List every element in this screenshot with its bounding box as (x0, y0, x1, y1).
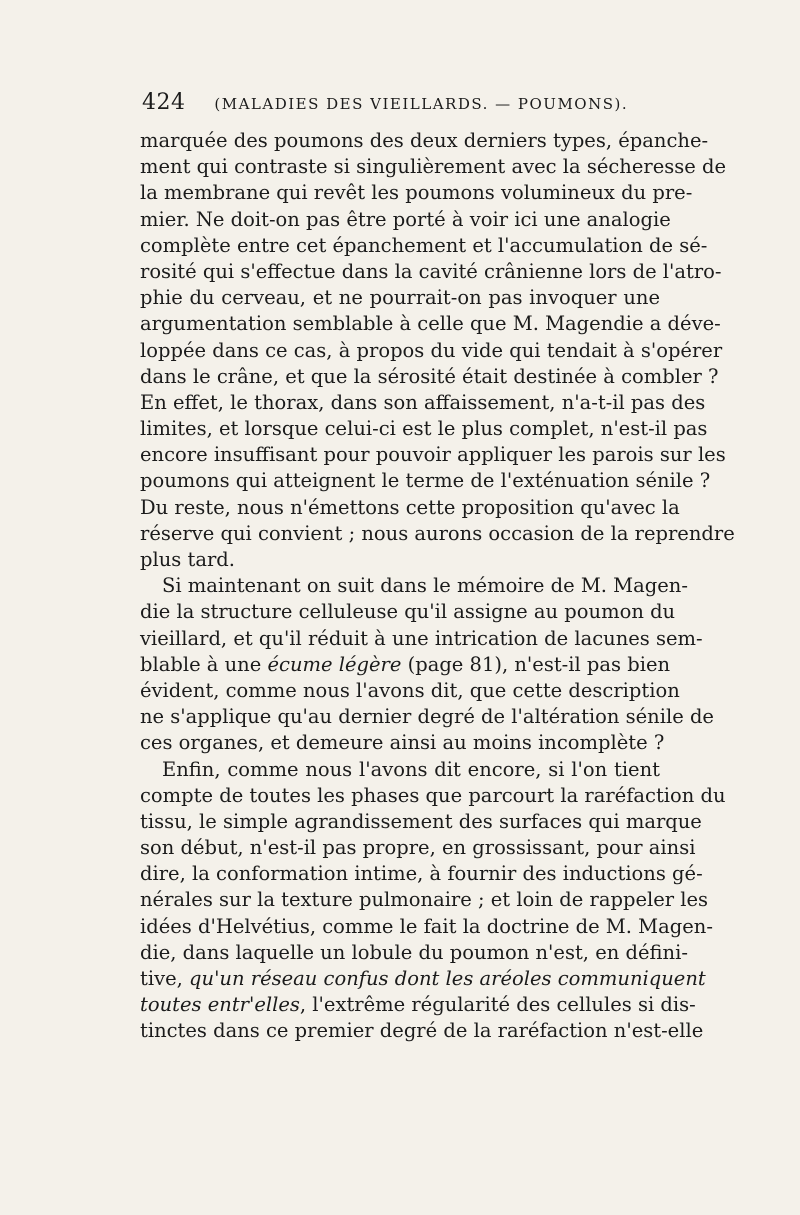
text-line: rosité qui s'effectue dans la cavité crânienne lors de l'atro- (140, 259, 722, 283)
text-line: die, dans laquelle un lobule du poumon n'est, en défini- (140, 940, 688, 964)
paragraph-first-line: Enfin, comme nous l'avons dit encore, si l'on tient (162, 757, 660, 781)
paragraph-first-line: Si maintenant on suit dans le mémoire de M. Magen- (162, 574, 688, 598)
text-line: tinctes dans ce premier degré de la raréfaction n'est-elle (140, 1019, 704, 1043)
text-line: compte de toutes les phases que parcourt la raréfaction du (140, 783, 726, 807)
paragraph-end-line: ces organes, et demeure ainsi au moins incomplète ? (140, 731, 665, 755)
text-line: die la structure celluleuse qu'il assigne au poumon du (140, 600, 676, 624)
text-line: ne s'applique qu'au dernier degré de l'altération sénile de (140, 705, 714, 729)
text-line: argumentation semblable à celle que M. Magendie a déve- (140, 312, 721, 336)
text-line-with-italic (140, 992, 696, 1018)
text-line: marquée des poumons des deux derniers types, épanche- (140, 129, 709, 152)
text-line: phie du cerveau, et ne pourrait-on pas invoquer une (140, 286, 660, 310)
italic-phrase: qu'un réseau confus dont les aréoles communiquent (189, 967, 706, 990)
text-line: évident, comme nous l'avons dit, que cette description (140, 678, 680, 702)
body-text (140, 128, 735, 1045)
text-segment: , l'extrême régularité des cellules si dis- (299, 993, 696, 1017)
text-line: son début, n'est-il pas propre, en grossissant, pour ainsi (140, 836, 696, 860)
text-segment: blable à une (140, 652, 268, 676)
running-title: (MALADIES DES VIEILLARDS. — POUMONS). (214, 95, 629, 113)
text-line: nérales sur la texture pulmonaire ; et loin de rappeler les (140, 888, 709, 912)
text-line: dire, la conformation intime, à fournir des inductions gé- (140, 862, 703, 886)
text-line: mier. Ne doit-on pas être porté à voir ici une analogie (140, 207, 671, 231)
text-line: idées d'Helvétius, comme le fait la doctrine de M. Magen- (140, 914, 713, 938)
text-segment: (page 81), n'est-il pas bien (401, 652, 671, 676)
text-line: tissu, le simple agrandissement des surfaces qui marque (140, 809, 702, 833)
text-line: dans le crâne, et que la sérosité était destinée à combler ? (140, 364, 719, 388)
text-line: poumons qui atteignent le terme de l'exténuation sénile ? (140, 469, 711, 493)
text-line: loppée dans ce cas, à propos du vide qui tendait à s'opérer (140, 338, 723, 362)
italic-phrase: toutes entr'elles (140, 993, 300, 1017)
text-line: réserve qui convient ; nous aurons occasion de la reprendre (140, 521, 735, 545)
text-line-with-italic (140, 652, 671, 678)
text-segment: tive, (140, 967, 190, 990)
text-line: ment qui contraste si singulièrement avec la sécheresse de (140, 155, 727, 179)
text-line-with-italic (140, 966, 706, 992)
running-head (142, 90, 662, 120)
text-line: vieillard, et qu'il réduit à une intrication de lacunes sem- (140, 626, 703, 650)
text-line: limites, et lorsque celui-ci est le plus complet, n'est-il pas (140, 417, 708, 441)
text-line: En effet, le thorax, dans son affaissement, n'a-t-il pas des (140, 390, 706, 414)
text-line: Du reste, nous n'émettons cette proposition qu'avec la (140, 495, 680, 519)
text-line: la membrane qui revêt les poumons volumineux du pre- (140, 181, 693, 205)
text-line: complète entre cet épanchement et l'accumulation de sé- (140, 233, 708, 257)
text-line: encore insuffisant pour pouvoir appliquer les parois sur les (140, 443, 726, 467)
italic-phrase: écume légère (267, 652, 402, 676)
paragraph-end-line: plus tard. (140, 548, 235, 571)
page-number: 424 (142, 90, 186, 115)
